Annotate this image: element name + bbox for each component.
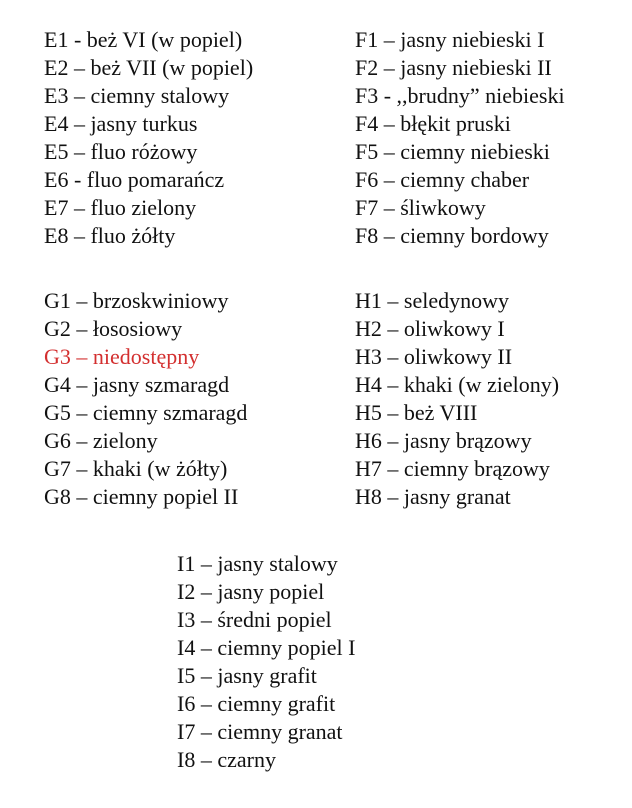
color-entry-h5: H5 – beż VIII [355, 400, 478, 425]
color-list-h [355, 287, 559, 511]
color-entry-e1: E1 - beż VI (w popiel) [44, 27, 243, 52]
color-entry-f1: F1 – jasny niebieski I [355, 27, 545, 52]
color-entry-f6: F6 – ciemny chaber [355, 167, 530, 192]
color-entry-f4: F4 – błękit pruski [355, 111, 511, 136]
color-entry-f2: F2 – jasny niebieski II [355, 55, 552, 80]
color-entry-g6: G6 – zielony [44, 428, 158, 453]
color-entry-f8: F8 – ciemny bordowy [355, 223, 549, 248]
color-entry-h7: H7 – ciemny brązowy [355, 456, 550, 481]
color-entry-i8: I8 – czarny [177, 747, 276, 772]
color-list-f [355, 26, 565, 250]
color-entry-g1: G1 – brzoskwiniowy [44, 288, 229, 313]
color-list-e [44, 26, 253, 250]
color-entry-i1: I1 – jasny stalowy [177, 551, 338, 576]
color-entry-g5: G5 – ciemny szmaragd [44, 400, 248, 425]
color-entry-g8: G8 – ciemny popiel II [44, 484, 239, 509]
color-entry-h3: H3 – oliwkowy II [355, 344, 513, 369]
color-entry-e8: E8 – fluo żółty [44, 223, 176, 248]
color-entry-e4: E4 – jasny turkus [44, 111, 198, 136]
color-entry-f3: F3 - ,,brudny” niebieski [355, 83, 565, 108]
color-entry-i4: I4 – ciemny popiel I [177, 635, 356, 660]
color-list-g [44, 287, 247, 511]
color-entry-h8: H8 – jasny granat [355, 484, 511, 509]
color-entry-h2: H2 – oliwkowy I [355, 316, 505, 341]
color-list-i [177, 550, 355, 774]
color-entry-i5: I5 – jasny grafit [177, 663, 317, 688]
color-entry-i2: I2 – jasny popiel [177, 579, 325, 604]
color-entry-g4: G4 – jasny szmaragd [44, 372, 230, 397]
color-entry-i6: I6 – ciemny grafit [177, 691, 336, 716]
color-entry-h4: H4 – khaki (w zielony) [355, 372, 560, 397]
color-entry-i7: I7 – ciemny granat [177, 719, 343, 744]
color-entry-g3-unavailable: G3 – niedostępny [44, 344, 200, 369]
color-entry-e6: E6 - fluo pomarańcz [44, 167, 225, 192]
color-entry-e3: E3 – ciemny stalowy [44, 83, 230, 108]
color-entry-h6: H6 – jasny brązowy [355, 428, 532, 453]
color-entry-f5: F5 – ciemny niebieski [355, 139, 550, 164]
color-entry-e5: E5 – fluo różowy [44, 139, 198, 164]
color-entry-g2: G2 – łososiowy [44, 316, 183, 341]
color-entry-i3: I3 – średni popiel [177, 607, 332, 632]
color-entry-e7: E7 – fluo zielony [44, 195, 197, 220]
color-entry-e2: E2 – beż VII (w popiel) [44, 55, 254, 80]
color-entry-g7: G7 – khaki (w żółty) [44, 456, 228, 481]
color-entry-f7: F7 – śliwkowy [355, 195, 486, 220]
color-entry-h1: H1 – seledynowy [355, 288, 509, 313]
